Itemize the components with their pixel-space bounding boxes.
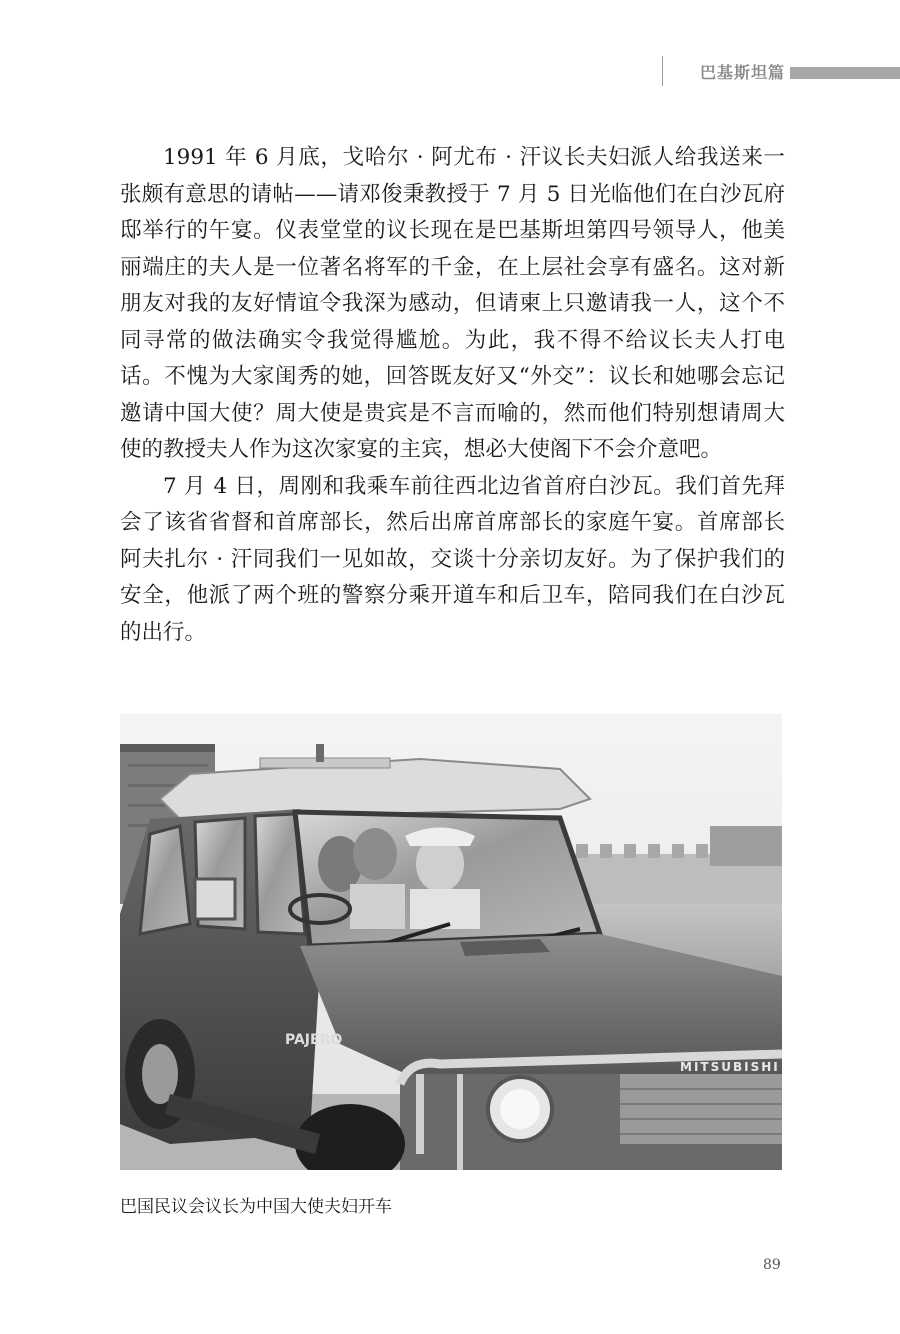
photo-car: [120, 714, 782, 1170]
paragraph-1: 1991 年 6 月底，戈哈尔 · 阿尤布 · 汗议长夫妇派人给我送来一张颇有意思的请帖——请邓俊秉教授于 7 月 5 日光临他们在白沙瓦府邸举行的午宴。仪表堂堂的议长现在是巴基斯坦第四号领导人，他美丽端庄的夫人是一位著名将军的千金，在上层社会享有盛名。这对新朋友对我的友好情谊令我深为感动，但请柬上只邀请我一人，这个不同寻常的做法确实令我觉得尴尬。为此，我不得不给议长夫人打电话。不愧为大家闺秀的她，回答既友好又“外交”：议长和她哪会忘记邀请中国大使？周大使是贵宾是不言而喻的，然而他们特别想请周大使的教授夫人作为这次家宴的主宾，想必大使阁下不会介意吧。: [120, 145, 785, 462]
main-text: [120, 140, 785, 651]
page-number: 89: [763, 1257, 781, 1273]
grille-lettering: MITSUBISHI: [680, 1060, 780, 1074]
header-bar: [790, 67, 900, 79]
vehicle-badge: PAJERO: [285, 1032, 343, 1048]
header-divider: [662, 56, 663, 86]
paragraph-2: 7 月 4 日，周刚和我乘车前往西北边省首府白沙瓦。我们首先拜会了该省省督和首席部长，然后出席首席部长的家庭午宴。首席部长阿夫扎尔 · 汗同我们一见如故，交谈十分亲切友好。为了保护我们的安全，他派了两个班的警察分乘开道车和后卫车，陪同我们在白沙瓦的出行。: [120, 473, 785, 645]
running-header: [0, 56, 900, 86]
section-title: 巴基斯坦篇: [700, 63, 786, 82]
photo-caption: 巴国民议会议长为中国大使夫妇开车: [120, 1197, 392, 1217]
